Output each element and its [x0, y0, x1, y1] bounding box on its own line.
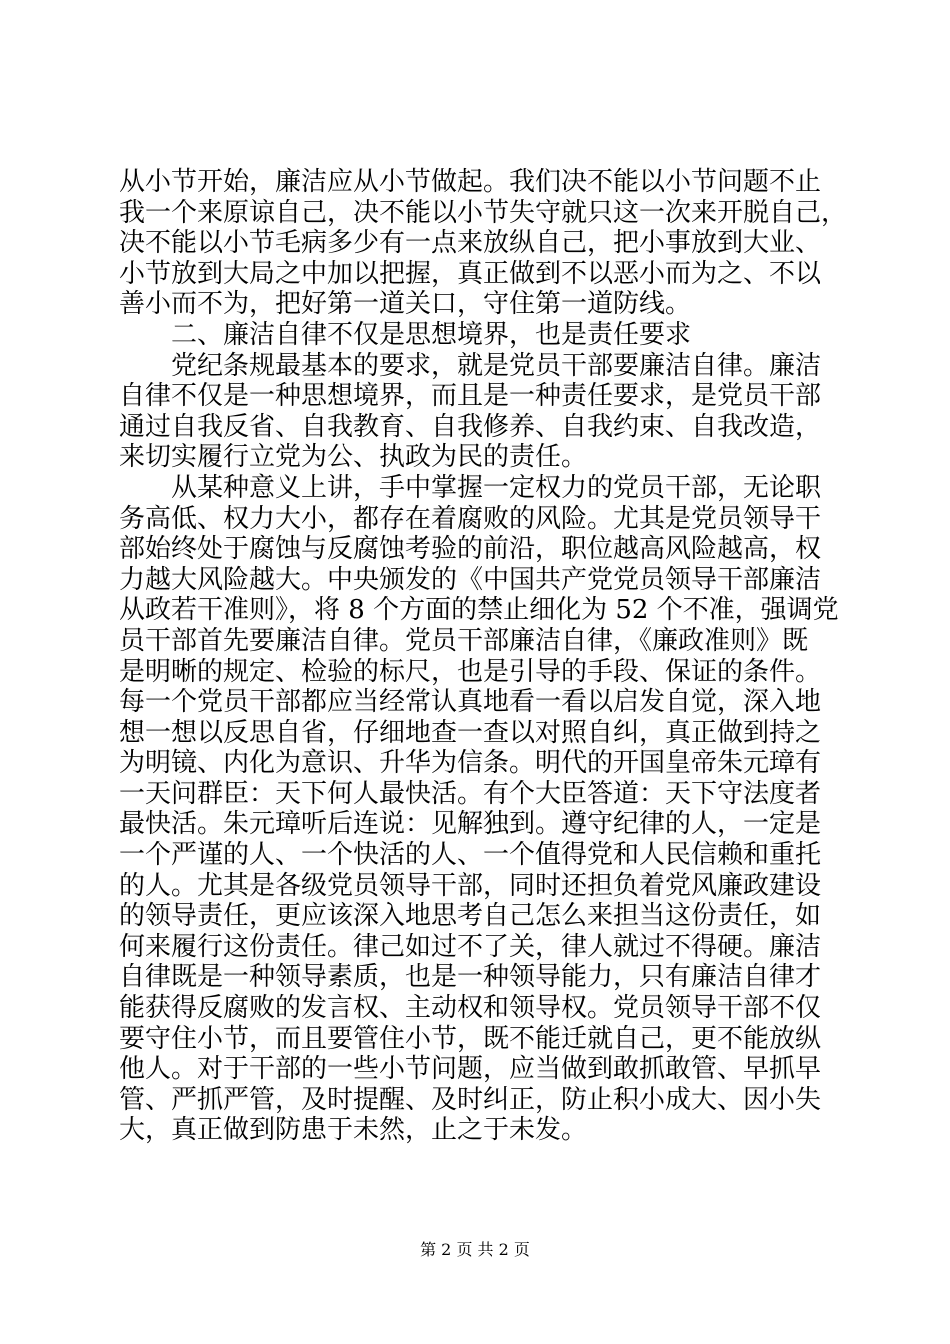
text-line: 每一个党员干部都应当经常认真地看一看以启发自觉，深入地 — [119, 687, 822, 718]
text-line: 的人。尤其是各级党员领导干部，同时还担负着党风廉政建设 — [119, 870, 822, 901]
text-line: 二、廉洁自律不仅是思想境界，也是责任要求 — [171, 319, 692, 350]
text-line: 小节放到大局之中加以把握，真正做到不以恶小而为之、不以 — [119, 258, 822, 289]
text-line: 最快活。朱元璋听后连说：见解独到。遵守纪律的人，一定是 — [119, 809, 822, 840]
document-body — [119, 167, 848, 1146]
text-line: 自律不仅是一种思想境界，而且是一种责任要求，是党员干部 — [119, 381, 822, 412]
text-line: 自律既是一种领导素质，也是一种领导能力，只有廉洁自律才 — [119, 962, 822, 993]
text-line: 他人。对于干部的一些小节问题，应当做到敢抓敢管、早抓早 — [119, 1054, 822, 1085]
text-line: 决不能以小节毛病多少有一点来放纵自己，把小事放到大业、 — [119, 228, 822, 259]
page-footer — [0, 1240, 950, 1260]
text-line: 我一个来原谅自己，决不能以小节失守就只这一次来开脱自己， — [119, 197, 848, 228]
text-line: 管、严抓严管，及时提醒、及时纠正，防止积小成大、因小失 — [119, 1084, 822, 1115]
text-line: 善小而不为，把好第一道关口，守住第一道防线。 — [119, 289, 692, 320]
text-line: 从某种意义上讲，手中掌握一定权力的党员干部，无论职 — [171, 472, 822, 503]
text-line: 力越大风险越大。中央颁发的《中国共产党党员领导干部廉洁 — [119, 564, 822, 595]
text-line: 的领导责任，更应该深入地思考自己怎么来担当这份责任，如 — [119, 901, 822, 932]
text-line: 一天问群臣：天下何人最快活。有个大臣答道：天下守法度者 — [119, 778, 822, 809]
text-line: 党纪条规最基本的要求，就是党员干部要廉洁自律。廉洁 — [171, 350, 822, 381]
text-line: 是明晰的规定、检验的标尺，也是引导的手段、保证的条件。 — [119, 656, 822, 687]
text-line: 通过自我反省、自我教育、自我修养、自我约束、自我改造， — [119, 411, 822, 442]
text-line: 何来履行这份责任。律己如过不了关，律人就过不得硬。廉洁 — [119, 931, 822, 962]
text-line: 从小节开始，廉洁应从小节做起。我们决不能以小节问题不止 — [119, 167, 822, 197]
text-line: 大，真正做到防患于未然，止之于未发。 — [119, 1115, 588, 1146]
text-line: 员干部首先要廉洁自律。党员干部廉洁自律，《廉政准则》既 — [119, 625, 809, 656]
text-line: 想一想以反思自省，仔细地查一查以对照自纠，真正做到持之 — [119, 717, 822, 748]
text-line: 为明镜、内化为意识、升华为信条。明代的开国皇帝朱元璋有 — [119, 748, 822, 779]
text-line: 要守住小节，而且要管住小节，既不能迁就自己，更不能放纵 — [119, 1023, 822, 1054]
text-line: 部始终处于腐蚀与反腐蚀考验的前沿，职位越高风险越高，权 — [119, 534, 822, 565]
page-number-label: 第 2 页 共 2 页 — [420, 1240, 530, 1259]
text-line: 务高低、权力大小，都存在着腐败的风险。尤其是党员领导干 — [119, 503, 822, 534]
text-line: 从政若干准则》，将 8 个方面的禁止细化为 52 个不准，强调党 — [119, 595, 839, 626]
text-line: 能获得反腐败的发言权、主动权和领导权。党员领导干部不仅 — [119, 993, 822, 1024]
text-line: 来切实履行立党为公、执政为民的责任。 — [119, 442, 588, 473]
text-line: 一个严谨的人、一个快活的人、一个值得党和人民信赖和重托 — [119, 840, 822, 871]
